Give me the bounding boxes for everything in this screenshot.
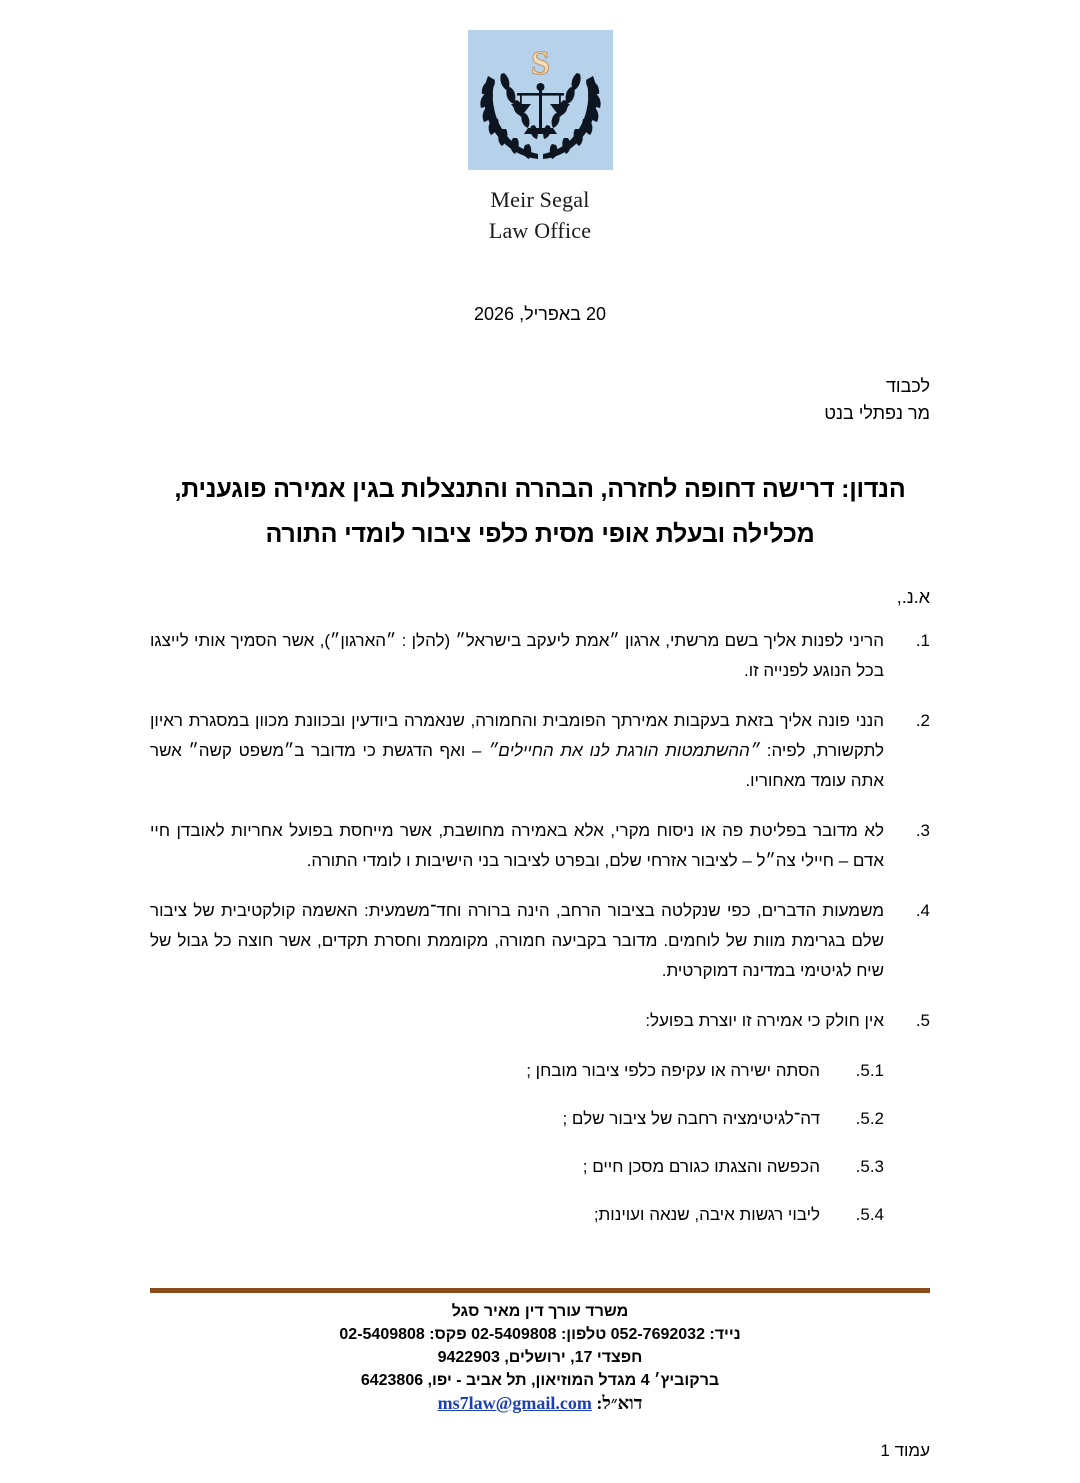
footer-divider [150, 1288, 930, 1293]
clause-text [150, 706, 884, 796]
footer-contact-block [150, 1300, 930, 1415]
subclause-number: .5.2 [855, 1109, 884, 1128]
clause-item [150, 706, 930, 796]
subclause-item [150, 1152, 930, 1182]
page-footer [150, 1288, 930, 1415]
firm-logo [468, 30, 613, 170]
clause-number: .3 [915, 821, 930, 840]
clause-number: .1 [915, 631, 930, 650]
subclause-item [150, 1200, 930, 1230]
subclause-list [150, 1056, 930, 1230]
subclause-number: .5.1 [855, 1061, 884, 1080]
clause-text: הריני לפנות אליך בשם מרשתי, ארגון ״אמת ליעקב בישראל״ (להלן : ״הארגון״), אשר הסמיך אותי לייצגו בכל הנוגע לפנייה זו. [150, 631, 884, 680]
clause-item [150, 1006, 930, 1036]
clause-quote: ״ההשתמטות הורגת לנו את החיילים״ [488, 741, 761, 760]
clause-text: משמעות הדברים, כפי שנקלטה בציבור הרחב, הינה ברורה וחד־משמעית: האשמה קולקטיבית של ציבור שלם בגרימת מוות של לוחמים. מדובר בקביעה חמורה, מקוממת וחסרת תקדים, אשר חוצה כל גבול של שיח לגיטימי במדינה דמוקרטית. [150, 901, 884, 980]
addressee-block [150, 373, 930, 427]
clause-number: .2 [915, 711, 930, 730]
clause-text: אין חולק כי אמירה זו יוצרת בפועל: [645, 1011, 884, 1030]
subclause-number: .5.3 [855, 1157, 884, 1176]
firm-name-line-2: Law Office [488, 218, 592, 243]
clause-item [150, 816, 930, 876]
subclause-item [150, 1104, 930, 1134]
clause-number: .5 [915, 1011, 930, 1030]
subclause-text: הסתה ישירה או עקיפה כלפי ציבור מובחן ; [526, 1061, 820, 1080]
subject-heading: הנדון: דרישה דחופה לחזרה, הבהרה והתנצלות בגין אמירה פוגענית, מכלילה ובעלת אופי מסית כלפי ציבור לומדי התורה [174, 475, 906, 548]
subclause-item [150, 1056, 930, 1086]
footer-email-link[interactable]: ms7law@gmail.com [437, 1393, 592, 1413]
salutation: א.נ., [896, 587, 930, 607]
footer-address-telaviv: ברקוביץ׳ 4 מגדל המוזיאון, תל אביב - יפו, 6423806 [360, 1372, 720, 1389]
addressee-name: מר נפתלי בנט [824, 403, 930, 423]
clause-item [150, 626, 930, 686]
footer-office-name: משרד עורך דין מאיר סגל [451, 1303, 629, 1320]
footer-address-jerusalem: חפצדי 17, ירושלים, 9422903 [437, 1349, 643, 1366]
addressee-honorific: לכבוד [885, 376, 930, 396]
footer-email-line [150, 1392, 930, 1415]
firm-name-line-1: Meir Segal [490, 187, 590, 212]
clause-text-after: – ואף הדגשת כי מדובר ב״משפט קשה״ אשר אתה עומד מאחוריו. [150, 741, 884, 790]
subclause-text: הכפשה והצגתו כגורם מסכן חיים ; [582, 1157, 820, 1176]
clause-text-before: הנני פונה אליך בזאת בעקבות אמירתך הפומבית והחמורה, שנאמרה ביודעין ובכוונת מכוון במסגרת ראיון לתקשורת, לפיה: [150, 711, 884, 760]
firm-name [150, 184, 930, 246]
letter-date: 20 באפריל, 2026 [474, 304, 606, 324]
clause-list [150, 626, 930, 1230]
subclause-number: .5.4 [855, 1205, 884, 1224]
clause-item [150, 896, 930, 986]
subclause-text: דה־לגיטימציה רחבה של ציבור שלם ; [562, 1109, 820, 1128]
footer-phone-line: נייד: 052-7692032 טלפון: 02-5409808 פקס: 02-5409808 [339, 1326, 741, 1343]
subclause-text: ליבוי רגשות איבה, שנאה ועוינות; [593, 1205, 820, 1224]
clause-number: .4 [915, 901, 930, 920]
letterhead [150, 0, 930, 246]
clause-text: לא מדובר בפליטת פה או ניסוח מקרי, אלא באמירה מחושבת, אשר מייחסת בפועל אחריות לאובדן חיי אדם – חיילי צה״ל – לציבור אזרחי שלם, ובפרט לציבור בני הישיבות ו לומדי התורה. [150, 821, 884, 870]
footer-email-label: דוא״ל: [596, 1393, 643, 1413]
page-number: עמוד 1 [880, 1441, 930, 1460]
logo-monogram-s: S [530, 45, 550, 82]
